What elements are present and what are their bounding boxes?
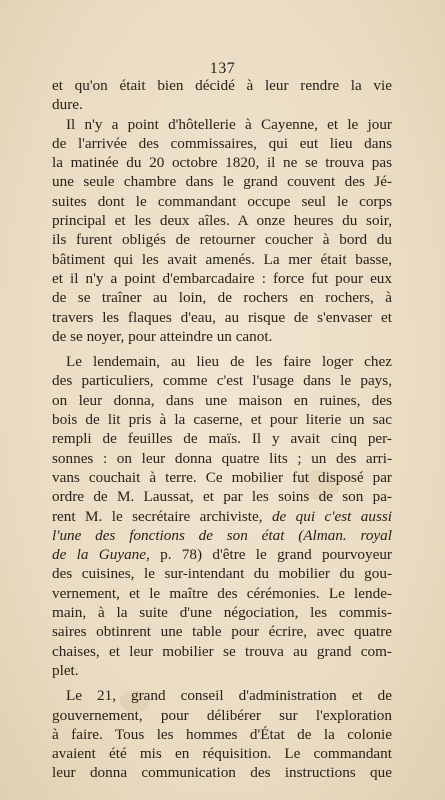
page-number: 137: [209, 60, 236, 77]
text-line: [52, 545, 392, 564]
text-line: travers les flaques d'eau, au risque de s'envaser et: [52, 308, 392, 326]
text-line: avaient été mis en réquisition. Le commandant: [52, 745, 392, 763]
text-segment: rent M. le secrétaire archiviste,: [52, 507, 263, 525]
text-line: leur donna communication des instructions que: [52, 764, 392, 782]
italic-text: l'une des fonctions de son état: [52, 526, 285, 544]
text-line: gouvernement, pour délibérer sur l'exploration: [52, 706, 392, 724]
text-line: on leur donna, dans une maison en ruines, des: [52, 391, 392, 409]
text-line: des cuisines, le sur-intendant du mobilier du gou-: [52, 565, 392, 583]
text-line: principal et les deux aîles. A onze heures du soir,: [52, 212, 392, 230]
text-line: la matinée du 20 octobre 1820, il ne se trouva pas: [52, 154, 392, 172]
text-line: de se traîner au loin, de rochers en rochers, à: [52, 289, 392, 307]
text-line: main, à la suite d'une négociation, les commis-: [52, 604, 392, 622]
text-line: chaises, et leur mobilier se trouva au grand com-: [52, 642, 392, 660]
text-line: [52, 526, 392, 545]
text-line: ils furent obligés de retourner coucher à bord du: [52, 231, 392, 249]
text-line: vernement, et le maître des cérémonies. Le lende-: [52, 584, 392, 602]
text-line: bois de lit pris à la caserne, et pour literie un sac: [52, 411, 392, 429]
text-line: vans couchait à terre. Ce mobilier fut disposé par: [52, 468, 392, 486]
text-line: des particuliers, comme c'est l'usage dans le pays,: [52, 372, 392, 390]
text-line: ordre de M. Laussat, et par les soins de son pa-: [52, 488, 392, 506]
text-line: de se noyer, pour atteindre un canot.: [52, 327, 273, 345]
italic-text: de qui c'est aussi: [271, 507, 392, 525]
text-line: sonnes : on leur donna quatre lits ; un des arri-: [52, 449, 392, 467]
text-line: [52, 507, 392, 526]
text-line: plet.: [52, 661, 79, 679]
text-line: bâtiment qui les avait amenés. La mer était basse,: [52, 250, 392, 268]
text-line: et qu'on était bien décidé à leur rendre la vie: [52, 77, 392, 94]
italic-text: de la Guyane: [52, 546, 147, 564]
text-line: une seule chambre dans le grand couvent des Jé-: [52, 173, 392, 191]
text-line: de l'arrivée des commissaires, qui eut lieu dans: [52, 134, 392, 152]
text-line: rempli de feuilles de maïs. Il y avait cinq per-: [52, 430, 392, 448]
text-line: Il n'y a point d'hôtellerie à Cayenne, et le jour: [66, 115, 392, 133]
text-line: à faire. Tous les hommes d'État de la colonie: [52, 725, 392, 743]
text-line: et il n'y a point d'embarcadaire : force fut pour eux: [52, 269, 392, 287]
text-line: dure.: [52, 96, 83, 114]
text-line: Le 21, grand conseil d'administration et de: [66, 687, 392, 705]
text-line: saires obtinrent une table pour écrire, avec quatre: [52, 623, 392, 641]
text-line: Le lendemain, au lieu de les faire loger chez: [66, 353, 392, 371]
italic-text: (Alman. royal: [298, 526, 392, 544]
text-line: suites dont le commandant occupe seul le corps: [52, 192, 392, 210]
body-text: [52, 76, 392, 783]
text-segment: , p. 78) d'être le grand pourvoyeur: [146, 546, 392, 564]
